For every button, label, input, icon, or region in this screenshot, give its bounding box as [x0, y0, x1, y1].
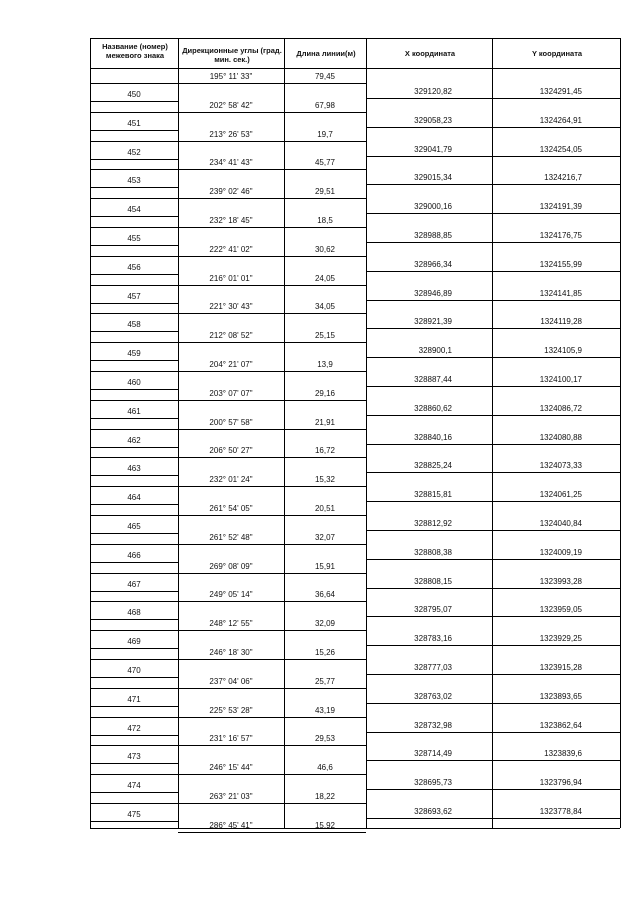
point-y: 1323839,6 — [544, 749, 582, 758]
coordinate-rule — [366, 530, 620, 531]
segment-angle: 232° 01' 24" — [209, 475, 253, 484]
point-underline — [90, 274, 178, 275]
point-name: 474 — [127, 781, 141, 790]
coordinate-rule — [366, 616, 620, 617]
point-rule — [90, 659, 178, 660]
segment-angle: 286° 45' 41" — [209, 821, 253, 830]
point-name: 450 — [127, 90, 141, 99]
point-rule — [90, 601, 178, 602]
point-y: 1324100,17 — [539, 375, 582, 384]
point-y: 1324155,99 — [539, 260, 582, 269]
point-underline — [90, 303, 178, 304]
segment-rule — [178, 285, 366, 286]
segment-angle: 212° 08' 52" — [209, 331, 253, 340]
point-name: 470 — [127, 666, 141, 675]
point-x: 328783,16 — [414, 634, 452, 643]
point-rule — [90, 342, 178, 343]
segment-angle: 246° 18' 30" — [209, 648, 253, 657]
segment-rule — [178, 227, 366, 228]
point-x: 328840,16 — [414, 433, 452, 442]
point-x: 329120,82 — [414, 87, 452, 96]
coordinate-rule — [366, 559, 620, 560]
coordinate-rule — [366, 300, 620, 301]
point-name: 458 — [127, 320, 141, 329]
segment-angle: 202° 58' 42" — [209, 101, 253, 110]
coordinate-rule — [366, 818, 620, 819]
point-rule — [90, 429, 178, 430]
header-name: Название (номер) межевого знака — [102, 42, 168, 60]
point-rule — [90, 141, 178, 142]
point-y: 1324254,05 — [539, 145, 582, 154]
point-rule — [90, 400, 178, 401]
point-rule — [90, 486, 178, 487]
point-x: 328988,85 — [414, 231, 452, 240]
segment-rule — [178, 832, 366, 833]
point-name: 460 — [127, 378, 141, 387]
point-underline — [90, 245, 178, 246]
segment-length: 25,15 — [314, 331, 336, 340]
segment-length: 29,53 — [314, 734, 336, 743]
segment-rule — [178, 313, 366, 314]
point-y: 1324264,91 — [539, 116, 582, 125]
segment-rule — [178, 112, 366, 113]
segment-length: 43,19 — [314, 706, 336, 715]
point-name: 455 — [127, 234, 141, 243]
point-name: 475 — [127, 810, 141, 819]
coordinate-rule — [366, 760, 620, 761]
point-y: 1324141,85 — [539, 289, 582, 298]
segment-length: 13,9 — [317, 360, 333, 369]
point-x: 328808,15 — [414, 577, 452, 586]
point-underline — [90, 360, 178, 361]
segment-angle: 234° 41' 43" — [209, 158, 253, 167]
point-underline — [90, 619, 178, 620]
segment-length: 79,45 — [314, 72, 336, 81]
segment-rule — [178, 83, 366, 84]
point-name: 467 — [127, 580, 141, 589]
point-rule — [90, 544, 178, 545]
point-y: 1323862,64 — [539, 721, 582, 730]
point-underline — [90, 648, 178, 649]
segment-angle: 225° 53' 28" — [209, 706, 253, 715]
point-underline — [90, 389, 178, 390]
point-y: 1324176,75 — [539, 231, 582, 240]
coordinate-rule — [366, 184, 620, 185]
point-rule — [90, 573, 178, 574]
segment-rule — [178, 400, 366, 401]
point-x: 328946,89 — [414, 289, 452, 298]
point-underline — [90, 159, 178, 160]
point-underline — [90, 562, 178, 563]
header-separator — [90, 68, 620, 69]
point-name: 456 — [127, 263, 141, 272]
point-underline — [90, 533, 178, 534]
header-length: Длина линии(м) — [296, 49, 356, 58]
segment-length: 34,05 — [314, 302, 336, 311]
segment-length: 15,91 — [314, 562, 336, 571]
point-rule — [90, 313, 178, 314]
point-rule — [90, 227, 178, 228]
point-rule — [90, 515, 178, 516]
point-y: 1323959,05 — [539, 605, 582, 614]
segment-rule — [178, 688, 366, 689]
segment-rule — [178, 717, 366, 718]
table-border-top — [90, 38, 620, 39]
point-y: 1323993,28 — [539, 577, 582, 586]
segment-rule — [178, 803, 366, 804]
point-rule — [90, 688, 178, 689]
point-y: 1324191,39 — [539, 202, 582, 211]
segment-angle: 213° 26' 53" — [209, 130, 253, 139]
point-rule — [90, 285, 178, 286]
coordinate-rule — [366, 703, 620, 704]
point-name: 464 — [127, 493, 141, 502]
coordinate-rule — [366, 127, 620, 128]
segment-length: 67,98 — [314, 101, 336, 110]
segment-length: 36,64 — [314, 590, 336, 599]
coordinate-rule — [366, 789, 620, 790]
header-x: X координата — [404, 49, 456, 58]
segment-length: 16,72 — [314, 446, 336, 455]
segment-length: 19,7 — [317, 130, 333, 139]
point-name: 461 — [127, 407, 141, 416]
point-y: 1324040,84 — [539, 519, 582, 528]
segment-length: 21,91 — [314, 418, 336, 427]
segment-angle: 231° 16' 57" — [209, 734, 253, 743]
segment-rule — [178, 429, 366, 430]
point-name: 465 — [127, 522, 141, 531]
segment-rule — [178, 486, 366, 487]
header-angle: Дирекционные углы (град. мин. сек.) — [182, 46, 282, 64]
point-y: 1323796,94 — [539, 778, 582, 787]
segment-angle: 221° 30' 43" — [209, 302, 253, 311]
segment-angle: 222° 41' 02" — [209, 245, 253, 254]
segment-angle: 261° 54' 05" — [209, 504, 253, 513]
point-x: 328777,03 — [414, 663, 452, 672]
segment-rule — [178, 198, 366, 199]
point-rule — [90, 803, 178, 804]
point-y: 1323915,28 — [539, 663, 582, 672]
segment-angle: 232° 18' 45" — [209, 216, 253, 225]
segment-angle: 206° 50' 27" — [209, 446, 253, 455]
segment-length: 15,92 — [314, 821, 336, 830]
point-underline — [90, 821, 178, 822]
segment-length: 29,16 — [314, 389, 336, 398]
segment-length: 15,26 — [314, 648, 336, 657]
point-name: 473 — [127, 752, 141, 761]
segment-rule — [178, 630, 366, 631]
point-x: 328714,49 — [414, 749, 452, 758]
segment-angle: 237° 04' 06" — [209, 677, 253, 686]
segment-angle: 248° 12' 55" — [209, 619, 253, 628]
segment-rule — [178, 256, 366, 257]
coordinate-rule — [366, 213, 620, 214]
segment-angle: 249° 05' 14" — [209, 590, 253, 599]
point-x: 328966,34 — [414, 260, 452, 269]
point-underline — [90, 475, 178, 476]
point-rule — [90, 198, 178, 199]
point-name: 466 — [127, 551, 141, 560]
point-rule — [90, 745, 178, 746]
point-y: 1324073,33 — [539, 461, 582, 470]
point-x: 328921,39 — [414, 317, 452, 326]
segment-length: 32,07 — [314, 533, 336, 542]
segment-rule — [178, 141, 366, 142]
point-underline — [90, 706, 178, 707]
coordinate-rule — [366, 242, 620, 243]
segment-length: 29,51 — [314, 187, 336, 196]
segment-rule — [178, 457, 366, 458]
coordinate-rule — [366, 472, 620, 473]
point-rule — [90, 256, 178, 257]
point-name: 463 — [127, 464, 141, 473]
segment-rule — [178, 774, 366, 775]
segment-length: 30,62 — [314, 245, 336, 254]
point-name: 451 — [127, 119, 141, 128]
point-name: 454 — [127, 205, 141, 214]
point-underline — [90, 418, 178, 419]
point-underline — [90, 216, 178, 217]
point-y: 1324061,25 — [539, 490, 582, 499]
segment-angle: 269° 08' 09" — [209, 562, 253, 571]
point-underline — [90, 447, 178, 448]
coordinate-rule — [366, 271, 620, 272]
point-y: 1324291,45 — [539, 87, 582, 96]
coordinate-rule — [366, 588, 620, 589]
segment-angle: 216° 01' 01" — [209, 274, 253, 283]
point-y: 1324216,7 — [544, 173, 582, 182]
segment-length: 18,22 — [314, 792, 336, 801]
point-underline — [90, 735, 178, 736]
point-name: 468 — [127, 608, 141, 617]
coordinate-rule — [366, 645, 620, 646]
segment-rule — [178, 745, 366, 746]
coordinate-rule — [366, 674, 620, 675]
point-x: 329000,16 — [414, 202, 452, 211]
coordinate-rule — [366, 156, 620, 157]
point-y: 1324105,9 — [544, 346, 582, 355]
segment-rule — [178, 515, 366, 516]
point-x: 328763,02 — [414, 692, 452, 701]
segment-angle: 200° 57' 58" — [209, 418, 253, 427]
coordinate-rule — [366, 415, 620, 416]
segment-rule — [178, 659, 366, 660]
segment-angle: 246° 15' 44" — [209, 763, 253, 772]
table-border-right — [620, 38, 621, 828]
segment-rule — [178, 371, 366, 372]
coordinate-rule — [366, 732, 620, 733]
point-underline — [90, 130, 178, 131]
header-y: Y координата — [531, 49, 583, 58]
point-x: 328693,62 — [414, 807, 452, 816]
segment-length: 18,5 — [317, 216, 333, 225]
point-underline — [90, 504, 178, 505]
point-x: 329041,79 — [414, 145, 452, 154]
point-y: 1324119,28 — [540, 317, 582, 326]
point-rule — [90, 717, 178, 718]
point-underline — [90, 331, 178, 332]
segment-length: 20,51 — [314, 504, 336, 513]
point-x: 329058,23 — [414, 116, 452, 125]
point-underline — [90, 763, 178, 764]
point-x: 328900,1 — [418, 346, 452, 355]
coordinate-rule — [366, 386, 620, 387]
segment-rule — [178, 544, 366, 545]
point-x: 328732,98 — [414, 721, 452, 730]
segment-angle: 261° 52' 48" — [209, 533, 253, 542]
point-rule — [90, 83, 178, 84]
point-rule — [90, 630, 178, 631]
point-y: 1323929,25 — [539, 634, 582, 643]
point-x: 328860,62 — [414, 404, 452, 413]
segment-rule — [178, 169, 366, 170]
coordinate-rule — [366, 357, 620, 358]
point-y: 1323893,65 — [539, 692, 582, 701]
segment-length: 32,09 — [314, 619, 336, 628]
point-name: 471 — [127, 695, 141, 704]
segment-length: 15,32 — [314, 475, 336, 484]
coordinate-rule — [366, 501, 620, 502]
point-name: 452 — [127, 148, 141, 157]
segment-angle: 263° 21' 03" — [209, 792, 253, 801]
segment-length: 45,77 — [314, 158, 336, 167]
point-y: 1324009,19 — [539, 548, 582, 557]
point-rule — [90, 774, 178, 775]
point-x: 328887,44 — [414, 375, 452, 384]
point-y: 1323778,84 — [539, 807, 582, 816]
point-name: 453 — [127, 176, 141, 185]
coordinate-rule — [366, 328, 620, 329]
point-underline — [90, 187, 178, 188]
point-underline — [90, 101, 178, 102]
point-rule — [90, 169, 178, 170]
coordinate-rule — [366, 98, 620, 99]
segment-rule — [178, 573, 366, 574]
segment-angle: 204° 21' 07" — [209, 360, 253, 369]
segment-rule — [178, 601, 366, 602]
point-x: 328695,73 — [414, 778, 452, 787]
segment-length: 46,6 — [317, 763, 333, 772]
point-x: 328808,38 — [414, 548, 452, 557]
point-underline — [90, 677, 178, 678]
segment-rule — [178, 342, 366, 343]
point-underline — [90, 591, 178, 592]
coordinate-rule — [366, 444, 620, 445]
point-rule — [90, 112, 178, 113]
segment-length: 25,77 — [314, 677, 336, 686]
point-x: 328795,07 — [414, 605, 452, 614]
point-rule — [90, 457, 178, 458]
point-x: 328815,81 — [414, 490, 452, 499]
point-rule — [90, 371, 178, 372]
point-name: 469 — [127, 637, 141, 646]
segment-angle: 195° 11' 33" — [209, 72, 253, 81]
point-x: 329015,34 — [414, 173, 452, 182]
point-name: 457 — [127, 292, 141, 301]
point-y: 1324080,88 — [539, 433, 582, 442]
point-name: 459 — [127, 349, 141, 358]
point-name: 462 — [127, 436, 141, 445]
segment-length: 24,05 — [314, 274, 336, 283]
point-y: 1324086,72 — [539, 404, 582, 413]
point-name: 472 — [127, 724, 141, 733]
point-underline — [90, 792, 178, 793]
point-x: 328812,92 — [414, 519, 452, 528]
segment-angle: 239° 02' 46" — [209, 187, 253, 196]
point-x: 328825,24 — [414, 461, 452, 470]
segment-angle: 203° 07' 07" — [209, 389, 253, 398]
